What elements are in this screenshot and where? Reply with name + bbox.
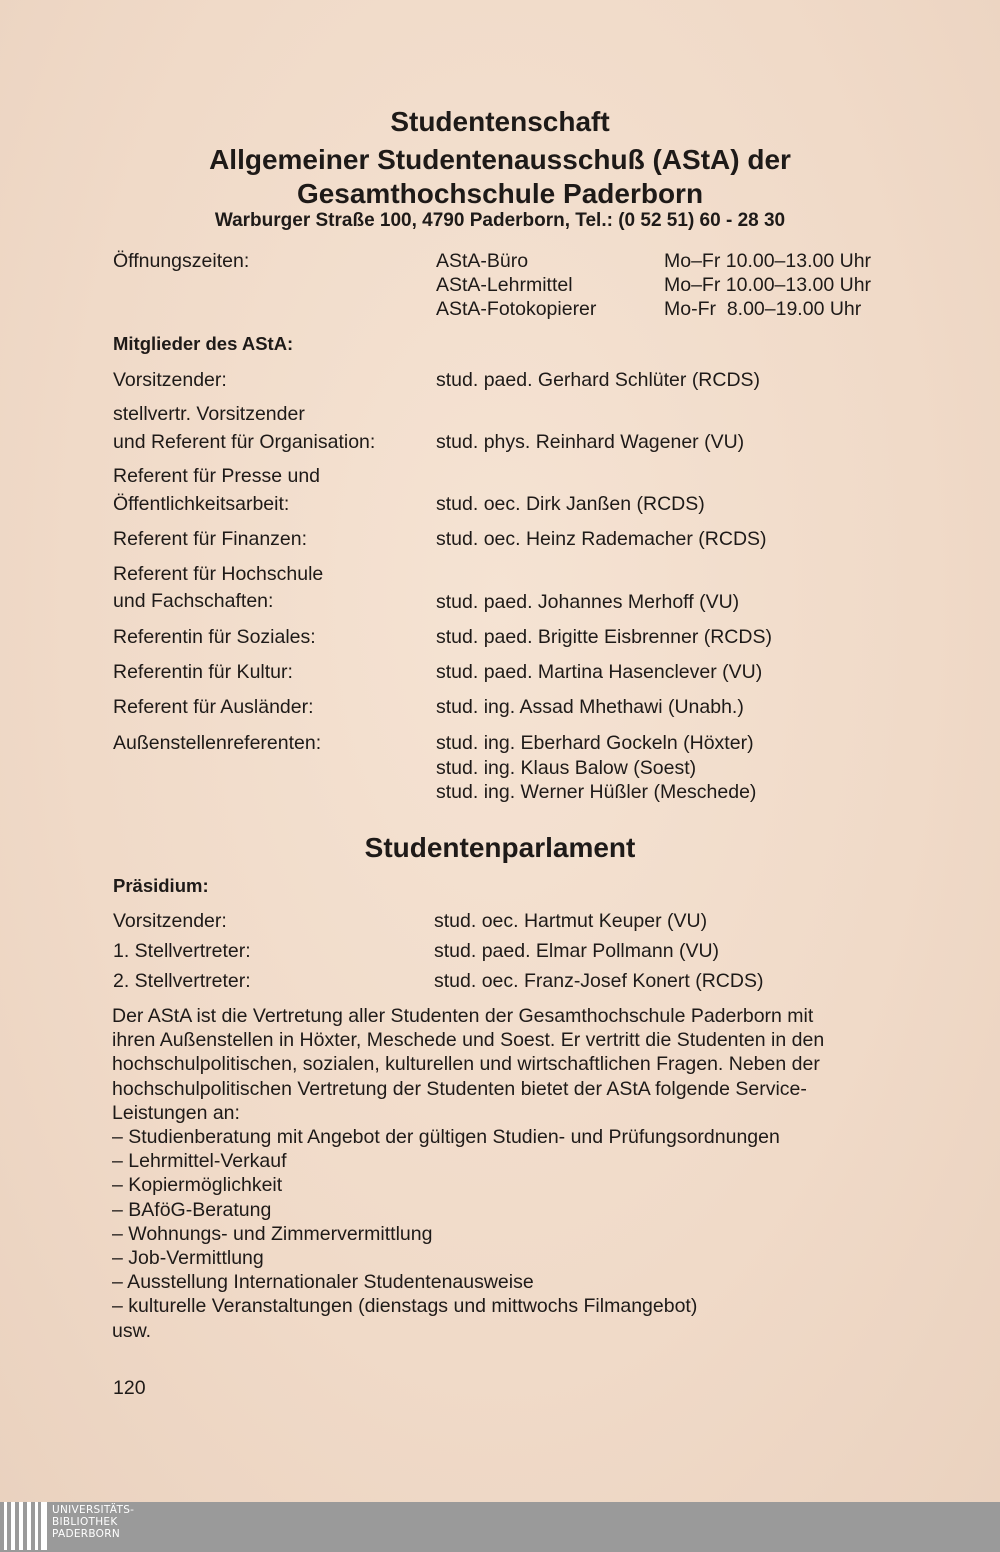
paragraph-line: hochschulpolitischen, sozialen, kulturellen und wirtschaftlichen Fragen. Neben der bbox=[112, 1053, 820, 1076]
service-list-item: – Job-Vermittlung bbox=[112, 1247, 264, 1270]
opening-place: AStA-Fotokopierer bbox=[436, 298, 597, 320]
presidium-heading: Präsidium: bbox=[113, 875, 209, 896]
member-role: Referent für Finanzen: bbox=[113, 528, 308, 550]
opening-time: Mo–Fr 10.00–13.00 Uhr bbox=[664, 274, 872, 296]
member-name: stud. paed. Martina Hasenclever (VU) bbox=[436, 661, 763, 683]
paragraph-line: usw. bbox=[112, 1319, 152, 1342]
paragraph-line: hochschulpolitischen Vertretung der Studenten bietet der AStA folgende Service- bbox=[112, 1077, 807, 1100]
member-name: stud. ing. Werner Hüßler (Meschede) bbox=[436, 781, 757, 803]
title-studentenschaft: Studentenschaft bbox=[390, 106, 610, 137]
member-role: Außenstellenreferenten: bbox=[113, 732, 322, 754]
member-name: stud. oec. Heinz Rademacher (RCDS) bbox=[436, 528, 767, 550]
service-list-item: – Kopiermöglichkeit bbox=[112, 1174, 283, 1197]
member-role: und Referent für Organisation: bbox=[113, 431, 376, 453]
paragraph-line: ihren Außenstellen in Höxter, Meschede und Soest. Er vertritt die Studenten in den bbox=[112, 1029, 825, 1052]
parliament-role: Vorsitzender: bbox=[113, 910, 227, 932]
title-gesamthochschule: Gesamthochschule Paderborn bbox=[296, 178, 704, 209]
member-name: stud. oec. Dirk Janßen (RCDS) bbox=[436, 493, 705, 515]
member-name: stud. ing. Eberhard Gockeln (Höxter) bbox=[436, 732, 754, 754]
page-number: 120 bbox=[113, 1377, 146, 1399]
opening-time: Mo-Fr 8.00–19.00 Uhr bbox=[664, 298, 862, 320]
paragraph-line: Der AStA ist die Vertretung aller Studenten der Gesamthochschule Paderborn mit bbox=[112, 1005, 814, 1027]
opening-time: Mo–Fr 10.00–13.00 Uhr bbox=[664, 250, 872, 272]
service-list-item: – Lehrmittel-Verkauf bbox=[112, 1150, 287, 1173]
member-role: Referent für Presse und bbox=[113, 465, 321, 487]
service-paragraph bbox=[112, 1004, 902, 1343]
member-name: stud. ing. Assad Mhethawi (Unabh.) bbox=[436, 696, 744, 718]
logo-line: UNIVERSITÄTS- bbox=[52, 1504, 135, 1516]
service-list-item: – Wohnungs- und Zimmervermittlung bbox=[112, 1222, 433, 1245]
service-list-item: – BAföG-Beratung bbox=[112, 1198, 272, 1221]
parliament-name: stud. oec. Franz-Josef Konert (RCDS) bbox=[434, 970, 764, 992]
service-list-item: – kulturelle Veranstaltungen (dienstags und mittwochs Filmangebot) bbox=[112, 1295, 698, 1318]
library-footer-bar bbox=[0, 1502, 1000, 1552]
member-role: Referentin für Soziales: bbox=[113, 626, 316, 648]
opening-place: AStA-Lehrmittel bbox=[436, 274, 573, 296]
member-name: stud. ing. Klaus Balow (Soest) bbox=[436, 757, 697, 779]
member-role: Öffentlichkeitsarbeit: bbox=[113, 493, 290, 515]
member-name: stud. paed. Brigitte Eisbrenner (RCDS) bbox=[436, 626, 772, 648]
members-heading: Mitglieder des AStA: bbox=[113, 333, 294, 354]
parliament-heading: Studentenparlament bbox=[364, 832, 636, 863]
library-logo-text bbox=[52, 1504, 134, 1540]
member-name: stud. paed. Gerhard Schlüter (RCDS) bbox=[436, 369, 761, 391]
service-list-item: – Studienberatung mit Angebot der gültigen Studien- und Prüfungsordnungen bbox=[112, 1126, 780, 1149]
member-role: Vorsitzender: bbox=[113, 369, 227, 391]
member-role: stellvertr. Vorsitzender bbox=[113, 403, 305, 425]
member-role: Referent für Hochschule bbox=[113, 563, 324, 585]
member-name: stud. paed. Johannes Merhoff (VU) bbox=[436, 591, 740, 613]
opening-place: AStA-Büro bbox=[436, 250, 529, 272]
parliament-name: stud. paed. Elmar Pollmann (VU) bbox=[434, 940, 720, 962]
address-line: Warburger Straße 100, 4790 Paderborn, Tel.: (0 52 51) 60 - 28 30 bbox=[214, 210, 786, 231]
parliament-role: 1. Stellvertreter: bbox=[113, 940, 251, 962]
opening-hours-label: Öffnungszeiten: bbox=[113, 250, 250, 272]
member-role: Referentin für Kultur: bbox=[113, 661, 293, 683]
title-asta: Allgemeiner Studentenausschuß (AStA) der bbox=[209, 144, 791, 175]
logo-line: BIBLIOTHEK bbox=[52, 1516, 118, 1528]
member-role: Referent für Ausländer: bbox=[113, 696, 314, 718]
member-name: stud. phys. Reinhard Wagener (VU) bbox=[436, 431, 745, 453]
member-role: und Fachschaften: bbox=[113, 590, 274, 612]
parliament-name: stud. oec. Hartmut Keuper (VU) bbox=[434, 910, 708, 932]
service-list-item: – Ausstellung Internationaler Studentenausweise bbox=[112, 1271, 534, 1294]
paragraph-line: Leistungen an: bbox=[112, 1101, 240, 1124]
logo-line: PADERBORN bbox=[52, 1528, 120, 1540]
parliament-role: 2. Stellvertreter: bbox=[113, 970, 251, 992]
